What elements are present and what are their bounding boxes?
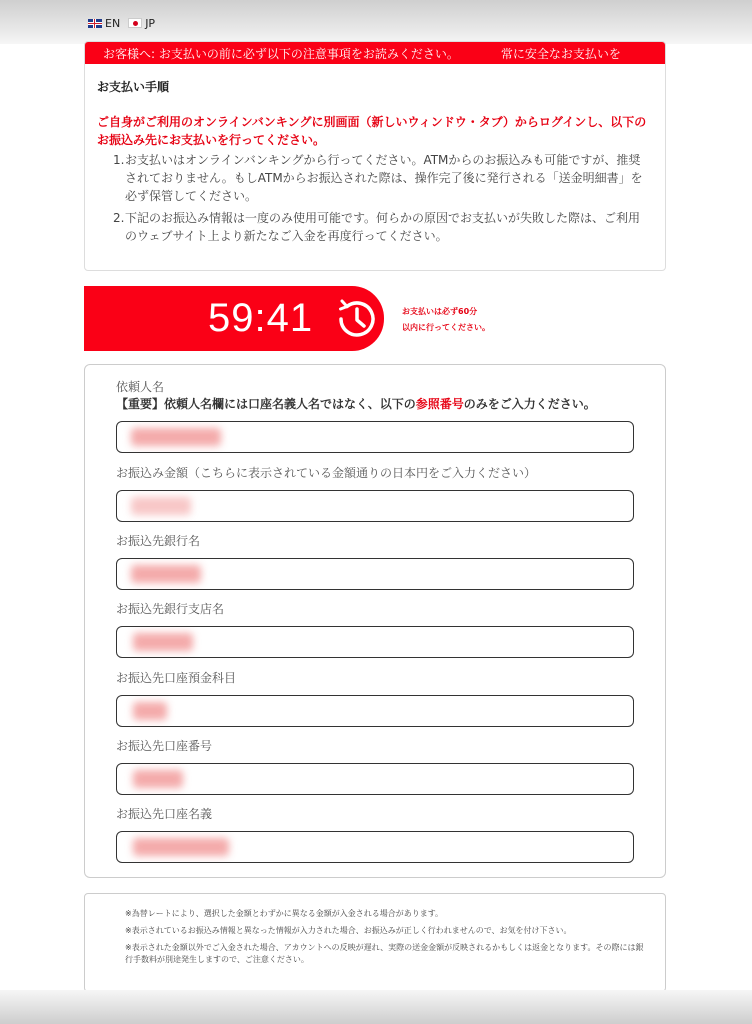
procedure-steps: [97, 151, 651, 245]
countdown-timer: [84, 286, 384, 351]
step-number: 2.: [113, 211, 125, 225]
field-account-number: [116, 738, 636, 754]
redacted-value: [133, 770, 183, 788]
account-name-input[interactable]: [116, 831, 634, 863]
language-option-jp[interactable]: [128, 17, 155, 30]
procedure-lead: ご自身がご利用のオンラインバンキングに別画面（新しいウィンドウ・タブ）からログインし、以下のお振込み先にお支払いを行ってください。: [97, 115, 647, 147]
redacted-value: [133, 702, 167, 720]
reference-number-highlight: 参照番号: [415, 397, 464, 411]
field-account-name: [116, 806, 636, 822]
redacted-value: [133, 838, 229, 856]
procedure-step: [113, 151, 651, 205]
procedure-step: [113, 209, 651, 245]
bank-label: お振込先銀行名: [116, 534, 201, 548]
bank-input[interactable]: [116, 558, 634, 590]
branch-input[interactable]: [116, 626, 634, 658]
redacted-value: [133, 633, 193, 651]
redacted-value: [131, 428, 221, 446]
account-number-label: お振込先口座番号: [116, 739, 213, 753]
field-requester: [116, 379, 636, 413]
step-text: お支払いはオンラインバンキングから行ってください。ATMからのお振込みも可能ですが、推奨されておりません。もしATMからお振込された際は、操作完了後に発行される「送金明細書」を必ず保管してください。: [125, 153, 643, 203]
jp-flag-icon: [128, 18, 142, 28]
transfer-details-card: [84, 364, 666, 878]
timer-note-line-2: 以内に行ってください。: [402, 323, 490, 332]
clock-history-icon: [333, 295, 381, 343]
redacted-value: [131, 497, 191, 515]
ticker-message-2: 常に安全なお支払いを: [500, 46, 621, 61]
footnote: ※表示された金額以外でご入金された場合、アカウントへの反映が遅れ、実際の送金金額が反映されるかもしくは返金となります。その際には銀行手数料が別途発生しますので、ご注意ください。: [125, 943, 644, 964]
procedure-title: お支払い手順: [97, 80, 170, 94]
requester-input[interactable]: [116, 421, 634, 453]
redacted-value: [131, 565, 201, 583]
requester-label: 依頼人名: [116, 380, 165, 394]
language-option-en[interactable]: [88, 17, 120, 30]
notice-ticker: [85, 42, 665, 64]
account-name-label: お振込先口座名義: [116, 807, 213, 821]
uk-flag-icon: [88, 19, 102, 28]
step-text: 下記のお振込み情報は一度のみ使用可能です。何らかの原因でお支払いが失敗した際は、ご利用のウェブサイト上より新たなご入金を再度行ってください。: [125, 211, 641, 243]
branch-label: お振込先銀行支店名: [116, 602, 225, 616]
amount-label: お振込み金額（こちらに表示されている金額通りの日本円をご入力ください）: [116, 466, 537, 480]
field-bank: [116, 533, 636, 549]
requester-important-note: [116, 395, 636, 413]
field-amount: [116, 465, 636, 481]
language-switcher: [88, 15, 163, 31]
requester-note-suffix: のみをご入力ください。: [463, 397, 596, 411]
requester-note-prefix: 【重要】依頼人名欄には口座名義人名ではなく、以下の: [116, 397, 416, 411]
account-type-input[interactable]: [116, 695, 634, 727]
timer-note: [402, 304, 490, 336]
account-number-input[interactable]: [116, 763, 634, 795]
account-type-label: お振込先口座預金科目: [116, 671, 237, 685]
timer-note-line-1: お支払いは必ず60分: [402, 307, 478, 316]
language-label-jp: JP: [145, 16, 156, 30]
timer-value: 59:41: [208, 296, 314, 340]
field-account-type: [116, 670, 636, 686]
disclaimer-card: [84, 893, 666, 992]
language-label-en: EN: [105, 16, 121, 30]
step-number: 1.: [113, 153, 125, 167]
bottom-band: [0, 990, 752, 1024]
ticker-message: お客様へ: お支払いの前に必ず以下の注意事項をお読みください。: [103, 46, 459, 61]
footnote: ※為替レートにより、選択した金額とわずかに異なる金額が入金される場合があります。: [125, 909, 444, 918]
payment-notice-card: [84, 41, 666, 271]
footnote: ※表示されているお振込み情報と異なった情報が入力された場合、お振込みが正しく行われませんので、お気を付け下さい。: [125, 926, 572, 935]
amount-input[interactable]: [116, 490, 634, 522]
field-branch: [116, 601, 636, 617]
